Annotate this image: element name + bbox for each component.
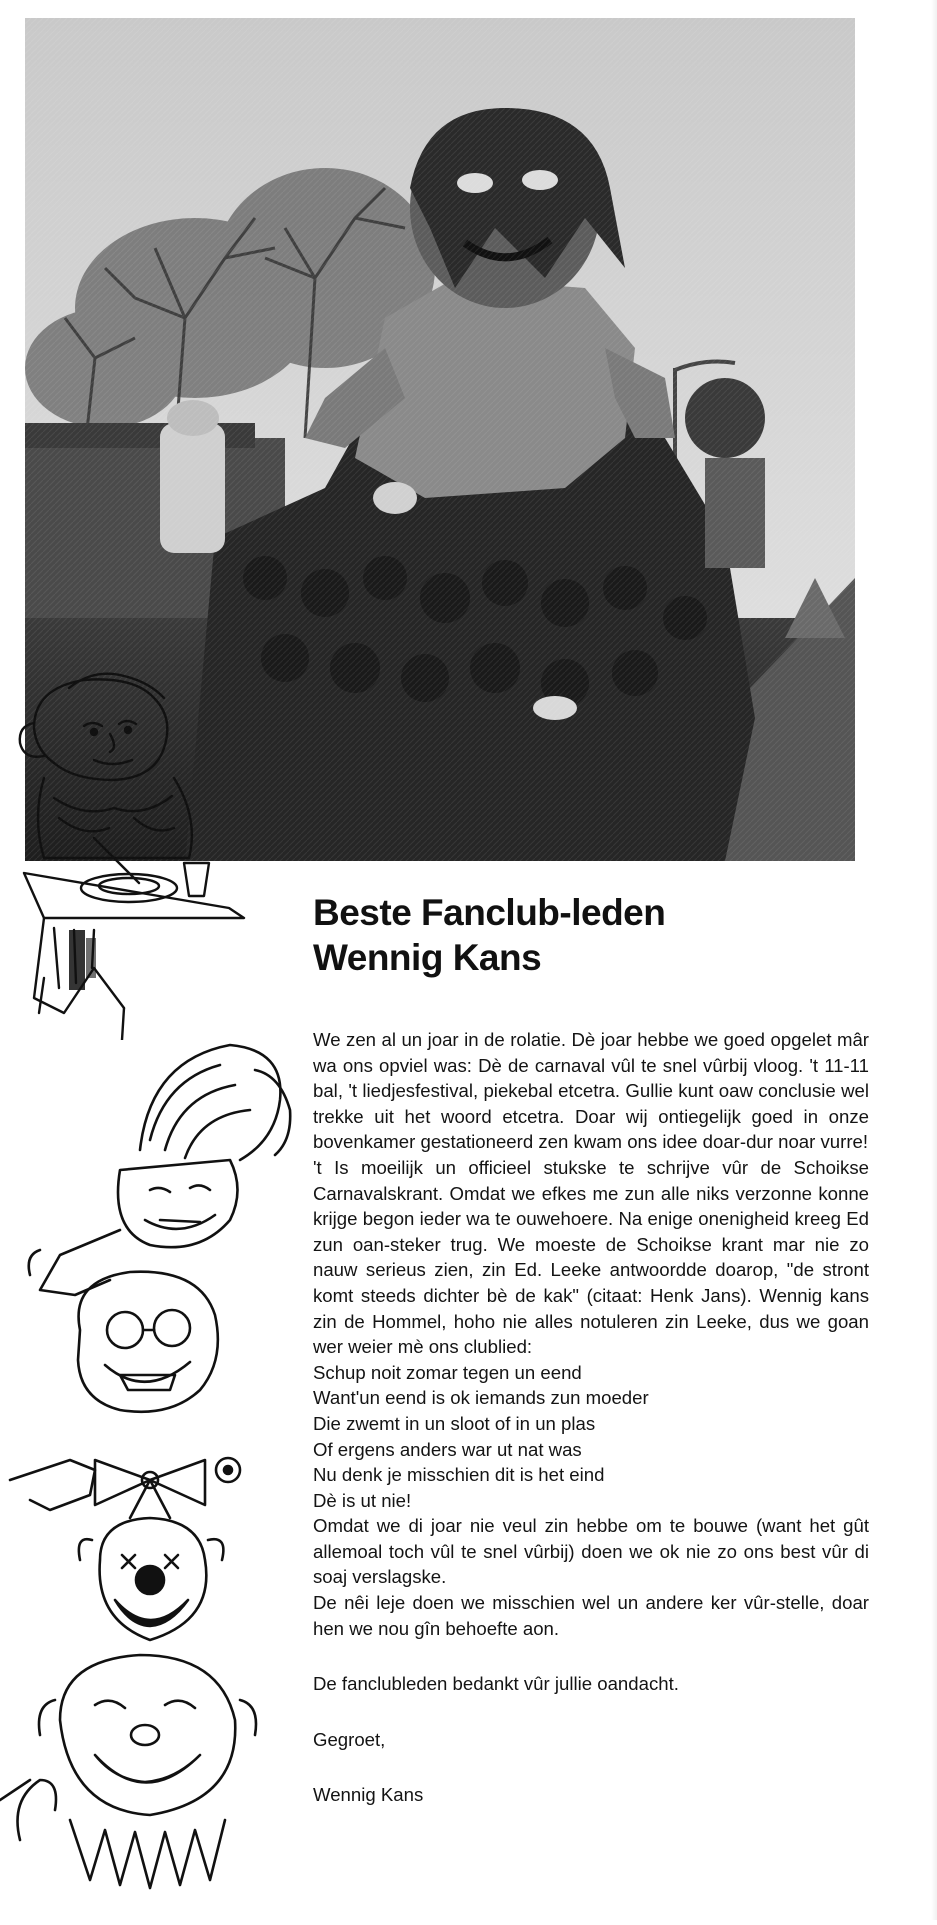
article-paragraph-2: 't Is moeilijk un officieel stukske te schrijve vûr de Schoikse Carnavalskrant. Omdat we efkes me zun alle niks verzonne konne krijge begon ieder wa te ouwehoere. Na enige onenigheid kreeg Ed zun oan-steker trug. We moeste de Schoikse krant mar nie zo nauw serieus zien, zin Ed. Leeke antwoordde doarop, "de stront komt steeds dichter bè de kak" (citaat: Henk Jans). Wennig kans zin de Hommel, hoho nie alles notuleren zin Leeke, dus we goan wer weier mè ons clublied:: [313, 1156, 869, 1358]
thanks-line: De fanclubleden bedankt vûr jullie oandacht.: [313, 1673, 679, 1695]
greeting-line: Gegroet,: [313, 1728, 386, 1750]
article-paragraph-1: We zen al un joar in de rolatie. Dè joar hebbe we goed opgelet mâr wa ons opviel was: Dè de carnaval vûl te snel vûrbij vloog. 't 11-11 bal, 't liedjesfestival, piekebal etcetra. Gullie kunt oaw conclusie wel trekke uit het woord etcetra. Doar wij ontiegelijk goed in onze bovenkamer gestationeerd zen kwam ons idee doar-dur noar vurre!: [313, 1029, 869, 1153]
verse-line: Schup noit zomar tegen un eend: [313, 1361, 582, 1383]
spacer: [313, 1697, 869, 1727]
heading-line-2: Wennig Kans: [313, 937, 542, 978]
stacked-figures-drawing: [0, 1040, 300, 1920]
verse-line: Of ergens anders war ut nat was: [313, 1438, 582, 1460]
article-heading: [313, 890, 873, 980]
article-body: [313, 1027, 869, 1808]
cartoon-eating-figure: [14, 668, 250, 1040]
article-paragraph-3: Omdat we di joar nie veul zin hebbe om te bouwe (want het gût allemoal toch vûl te snel vûrbij) doen we ok nie zo ons best vûr di soaj verslagske.: [313, 1515, 869, 1588]
page-edge: [931, 0, 937, 1920]
cartoon-stacked-figures: [0, 1040, 300, 1920]
clublied-verse: [313, 1360, 869, 1514]
verse-line: Nu denk je misschien dit is het eind: [313, 1464, 605, 1486]
verse-line: Want'un eend is ok iemands zun moeder: [313, 1387, 649, 1409]
spacer: [313, 1752, 869, 1782]
verse-line: Die zwemt in un sloot of in un plas: [313, 1412, 596, 1434]
eating-figure-drawing: [14, 668, 250, 1040]
verse-line: Dè is ut nie!: [313, 1489, 412, 1511]
spacer: [313, 1641, 869, 1671]
signature-line: Wennig Kans: [313, 1784, 424, 1806]
article-paragraph-4: De nêi leje doen we misschien wel un andere ker vûr-stelle, doar hen we nou gîn behoefte aon.: [313, 1592, 869, 1639]
heading-line-1: Beste Fanclub-leden: [313, 892, 666, 933]
